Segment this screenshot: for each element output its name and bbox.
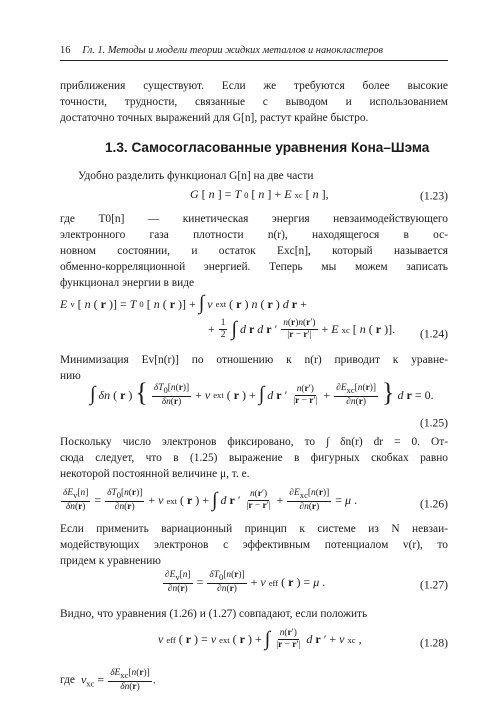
equation-body: $\frac{\partial Ev[n]}{\partial n(r)}$ = $\frac{\delta T0[n(r)]}{\partial n(r)}$ + v eff ( r ) = μ .: [165, 570, 326, 594]
equation-number: (1.26): [419, 497, 448, 511]
text-line: электронного газа плотности n(r), находящегося в ос-: [60, 229, 448, 242]
paragraph-4: [60, 434, 448, 482]
equation-line-2: + $\frac{1}{2}$ ∫ d r d r ′ $\frac{n(r)n(r')}{|r - r'|}$ + E xc [ n ( r )].: [208, 317, 396, 340]
text-line: Видно, что уравнения (1.26) и (1.27) совпадают, если положить: [60, 608, 368, 620]
text-line: модействующих электронов с эффективным потенциалом v(r), то: [60, 539, 448, 552]
equation-number: (1.24): [419, 327, 448, 341]
section-heading: 1.3. Самосогласованные уравнения Кона–Шэма: [105, 140, 430, 155]
text-prefix: где: [60, 674, 75, 687]
equation-1-23: [60, 181, 448, 211]
intro-paragraph: [60, 78, 448, 126]
equation-number: (1.23): [419, 189, 448, 203]
paragraph-2: [60, 211, 448, 291]
text-line: придем к уравнению: [60, 555, 161, 568]
equation-number: (1.28): [419, 636, 448, 650]
text-line: сюда следует, что в (1.25) выражение в фигурных скобках равно: [60, 452, 448, 465]
equation-1-27: [60, 568, 448, 602]
equation-1-24: [60, 290, 448, 348]
text-line: точности, трудности, связанные с выводом и использованием: [60, 96, 448, 109]
equation-line-1: E v [ n ( r )] = T 0 [ n ( r )] + ∫ v ext ( r ) n ( r ) d r +: [60, 292, 307, 314]
running-head: [60, 45, 448, 56]
text-line: приближения существуют. Если же требуются более высокие: [60, 80, 448, 92]
equation-1-25: [60, 378, 448, 433]
equation-number: (1.25): [419, 416, 448, 430]
equation-body: G [ n ] = T 0 [ n ] + E xc [ n ],: [190, 187, 329, 201]
text-line: обменно-корреляционной энергией. Теперь мы можем записать: [60, 261, 448, 274]
text-line: нию: [60, 370, 81, 383]
paragraph-7: [60, 668, 448, 693]
text-line: новном состоянии, и остаток Exc[n], который называется: [60, 245, 448, 258]
equation-1-26: [60, 484, 448, 524]
text-line: Удобно разделить функционал G[n] на две части: [78, 170, 314, 182]
text-line: некоторой постоянной величине μ, т. е.: [60, 468, 250, 481]
equation-body: $\frac{\text{δEv[n]}}{\delta n(r)}$ = $\frac{\delta T0[n(r)]}{\partial n(r)}$ + v ext ( r ) + ∫ d r ′ $\frac{n(r')}{|r - r'|}$ + $\frac{\text{∂Exc[n(r)]}}{\partial n(r)}$ = μ .: [63, 488, 358, 512]
text-line: Поскольку число электронов фиксировано, то ∫ δn(r) dr = 0. От-: [60, 436, 448, 448]
paragraph-6: [60, 606, 448, 622]
header-rule: [60, 60, 448, 61]
paragraph-5: [60, 521, 448, 569]
page-number: 16: [60, 45, 71, 56]
text-line: Если применить вариационный принцип к системе из N невзаи-: [60, 523, 448, 535]
text-line: где T0[n] — кинетическая энергия невзаимодействующего: [60, 213, 448, 225]
text-line: достаточно точных выражений для G[n], растут крайне быстро.: [60, 112, 369, 125]
inline-formula: $v_{xc}$ = $\frac{\text{δExc[n(r)]}}{\delta n(r)}$ .: [80, 668, 156, 692]
text-line: функционал энергии в виде: [60, 277, 195, 290]
equation-body: v eff ( r ) = v ext ( r ) + ∫ $\frac{n(r')}{|r - r'|}$ d r ′ + v xc ,: [158, 627, 362, 650]
running-title: Гл. 1. Методы и модели теории жидких металлов и нанокластеров: [82, 45, 384, 56]
equation-number: (1.27): [419, 578, 448, 592]
equation-1-28: [60, 625, 448, 661]
equation-body: ∫ δn ( r ) { $\frac{\delta T0[n(r)]}{\delta n(r)}$ + v ext ( r ) + ∫ d r ′ $\frac{n(r')}{|r - r'|}$ + $\frac{\text{∂Exc[n(r)]}}{\partial n(r)}$ } d r = 0.: [90, 378, 434, 407]
text-line: Минимизация Ev[n(r)] по отношению к n(r) приводит к уравне-: [60, 354, 448, 366]
